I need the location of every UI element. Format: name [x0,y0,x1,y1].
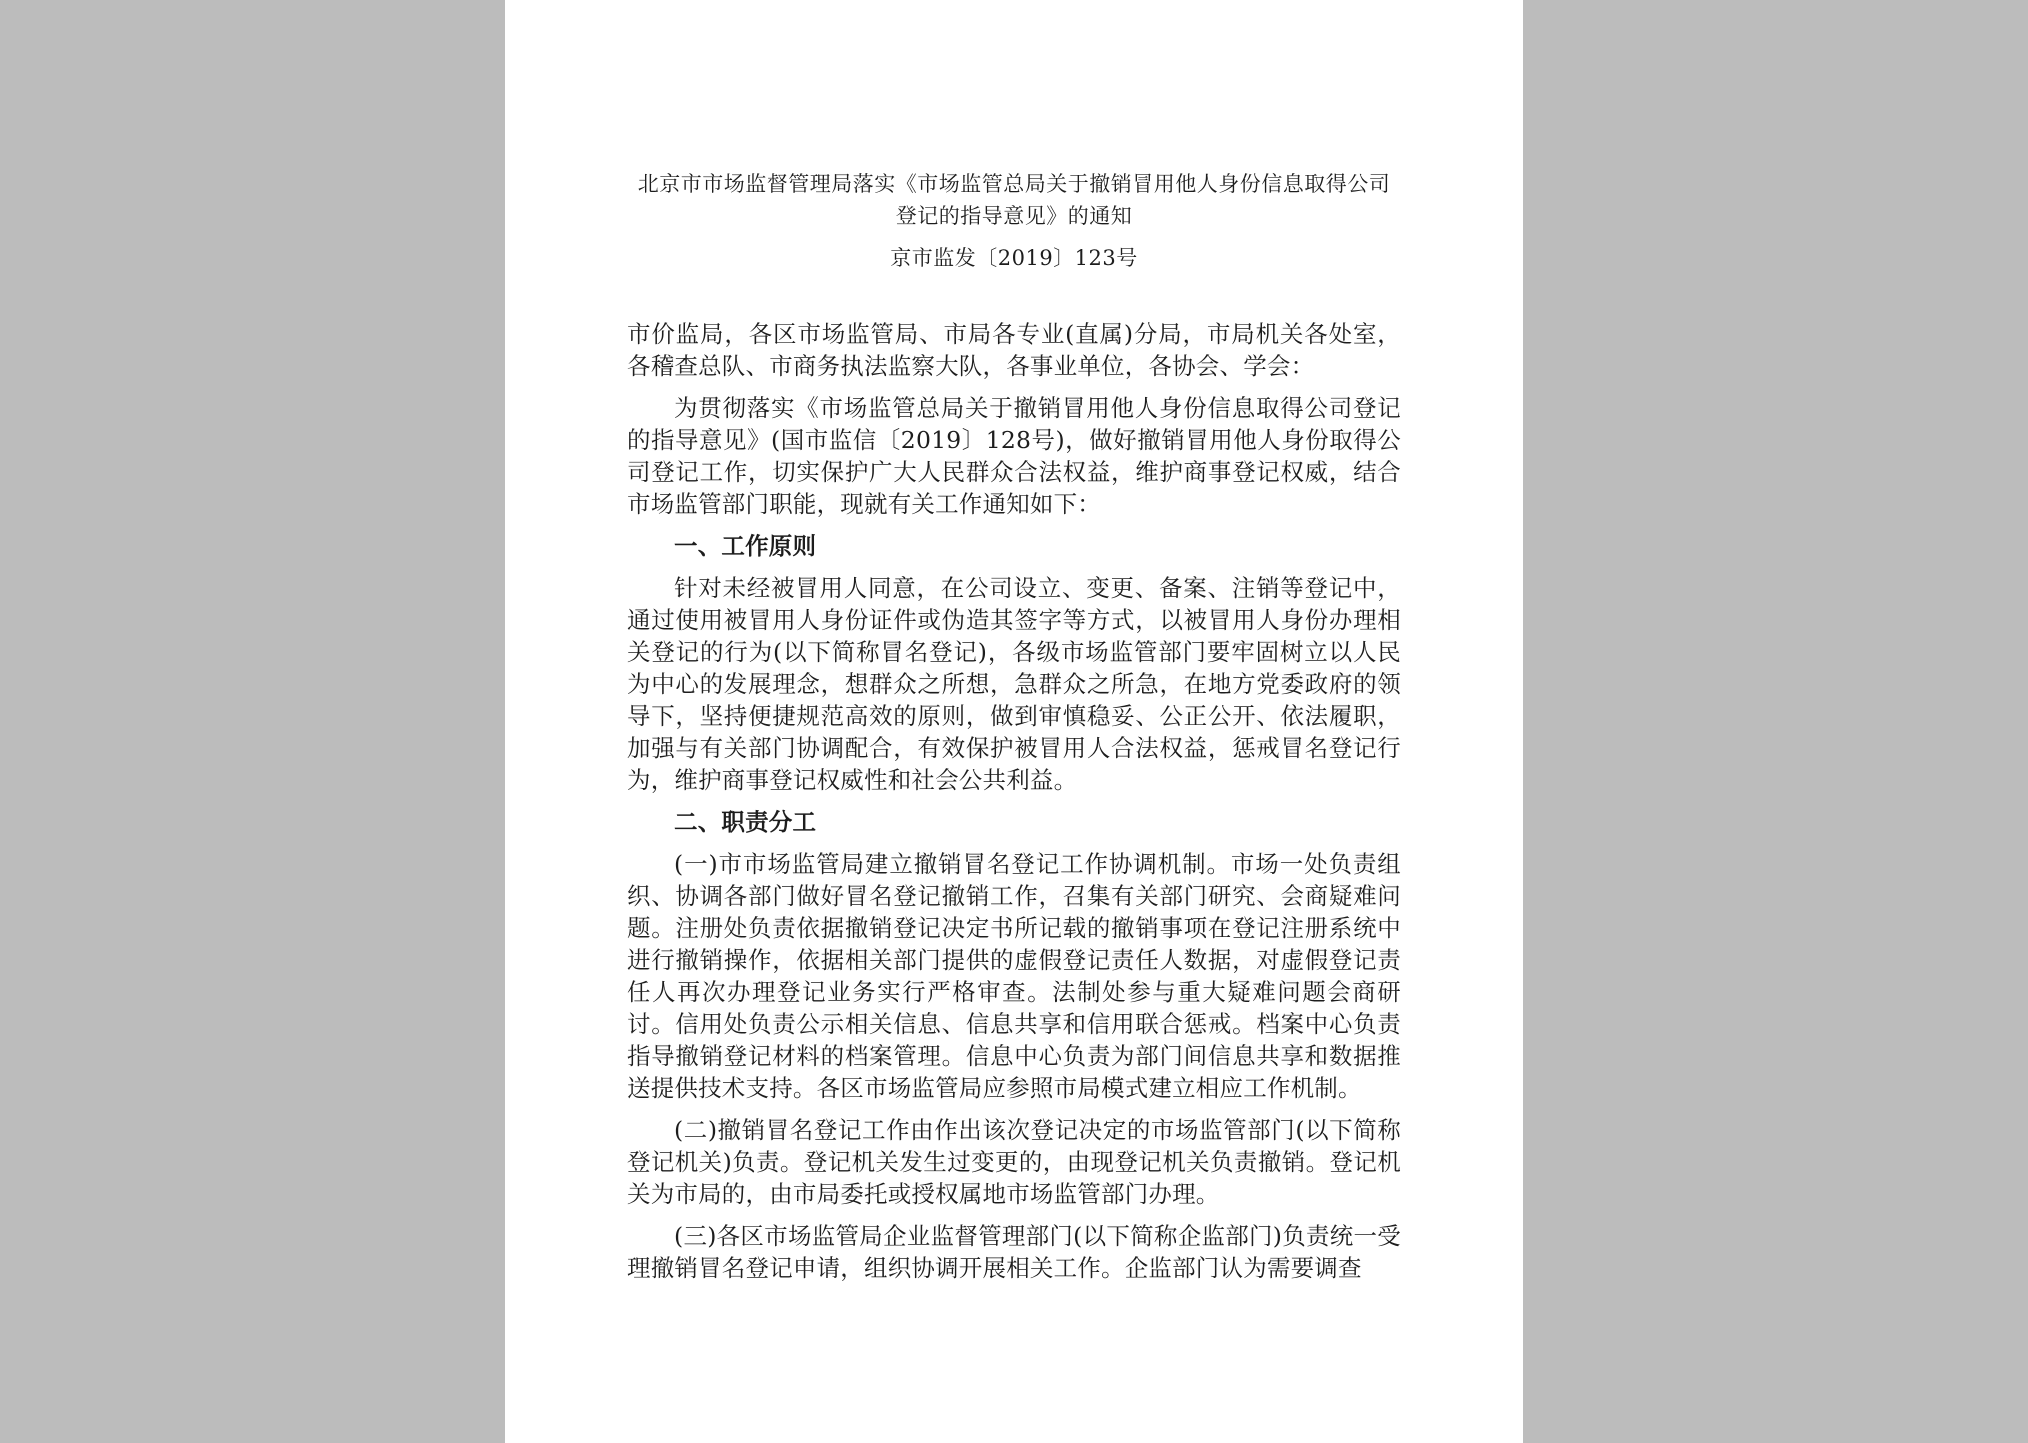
recipients-paragraph: 市价监局，各区市场监管局、市局各专业(直属)分局，市局机关各处室，各稽查总队、市商务执法监察大队，各事业单位，各协会、学会： [627,320,1401,380]
duties-item-2: (二)撤销冒名登记工作由作出该次登记决定的市场监管部门(以下简称登记机关)负责。登记机关发生过变更的，由现登记机关负责撤销。登记机关为市局的，由市局委托或授权属地市场监管部门办理。 [627,1116,1401,1208]
document-page [505,0,1523,1443]
duties-item-3: (三)各区市场监管局企业监督管理部门(以下简称企监部门)负责统一受理撤销冒名登记申请，组织协调开展相关工作。企监部门认为需要调查 [627,1222,1401,1282]
principles-paragraph: 针对未经被冒用人同意，在公司设立、变更、备案、注销等登记中，通过使用被冒用人身份证件或伪造其签字等方式，以被冒用人身份办理相关登记的行为(以下简称冒名登记)，各级市场监管部门要牢固树立以人民为中心的发展理念，想群众之所想，急群众之所急，在地方党委政府的领导下，坚持便捷规范高效的原则，做到审慎稳妥、公正公开、依法履职，加强与有关部门协调配合，有效保护被冒用人合法权益，惩戒冒名登记行为，维护商事登记权威性和社会公共利益。 [627,574,1401,794]
document-title: 北京市市场监督管理局落实《市场监管总局关于撤销冒用他人身份信息取得公司登记的指导意见》的通知 [637,172,1391,228]
section-heading-duties: 二、职责分工 [674,808,817,836]
section-heading-principles: 一、工作原则 [674,532,817,560]
document-number: 京市监发〔2019〕123号 [890,246,1138,270]
document-body [627,318,1401,1284]
intro-paragraph: 为贯彻落实《市场监管总局关于撤销冒用他人身份信息取得公司登记的指导意见》(国市监信〔2019〕128号)，做好撤销冒用他人身份取得公司登记工作，切实保护广大人民群众合法权益，维护商事登记权威，结合市场监管部门职能，现就有关工作通知如下： [627,394,1401,518]
duties-item-1: (一)市市场监管局建立撤销冒名登记工作协调机制。市场一处负责组织、协调各部门做好冒名登记撤销工作，召集有关部门研究、会商疑难问题。注册处负责依据撤销登记决定书所记载的撤销事项在登记注册系统中进行撤销操作，依据相关部门提供的虚假登记责任人数据，对虚假登记责任人再次办理登记业务实行严格审查。法制处参与重大疑难问题会商研讨。信用处负责公示相关信息、信息共享和信用联合惩戒。档案中心负责指导撤销登记材料的档案管理。信息中心负责为部门间信息共享和数据推送提供技术支持。各区市场监管局应参照市局模式建立相应工作机制。 [627,850,1401,1102]
